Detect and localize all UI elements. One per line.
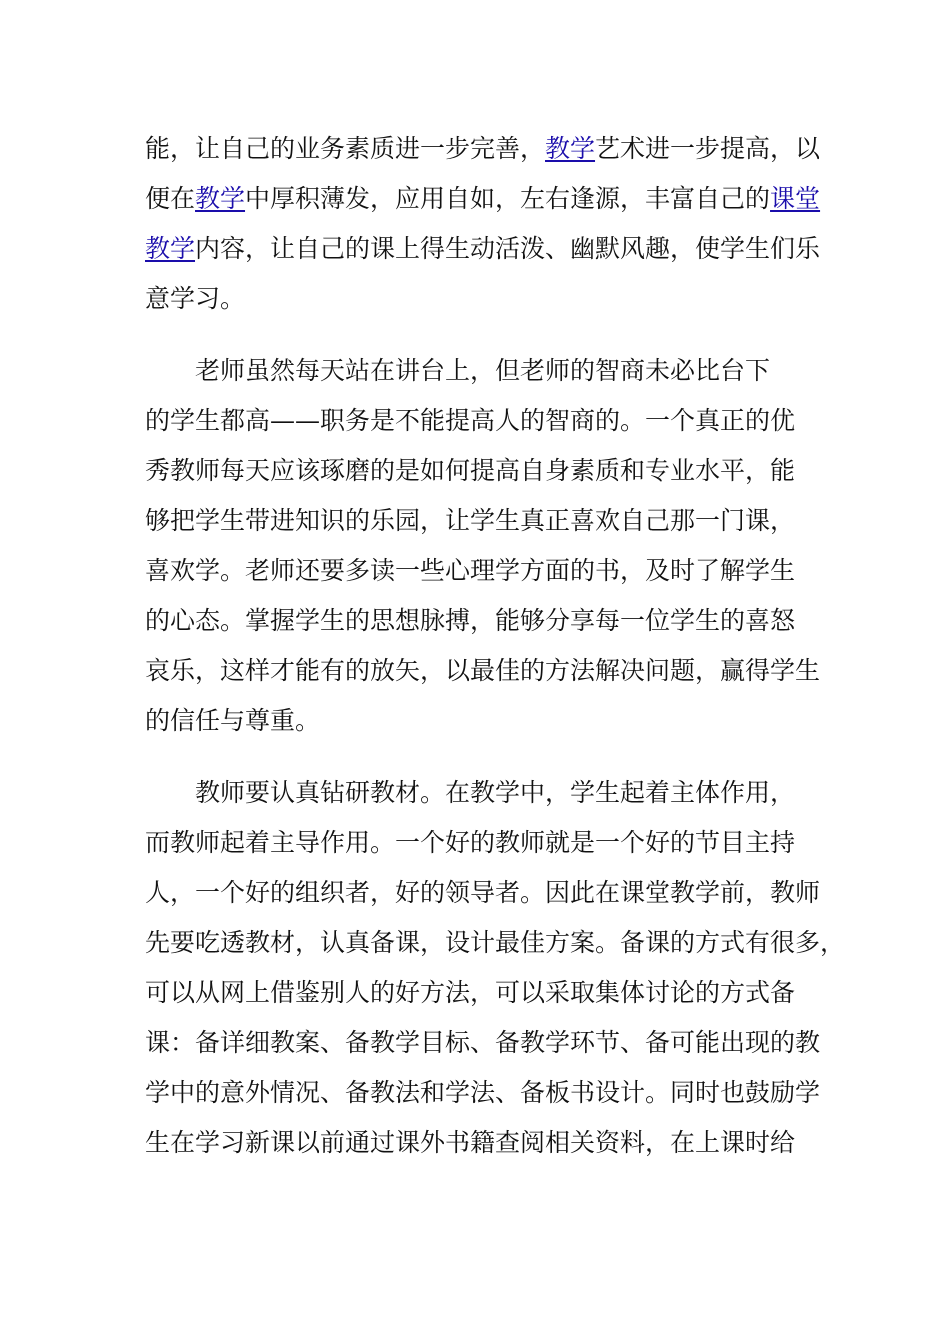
paragraph-3-line: 可以从网上借鉴别人的好方法，可以采取集体讨论的方式备 bbox=[145, 978, 796, 1007]
paragraph-3-line: 生在学习新课以前通过课外书籍查阅相关资料，在上课时给 bbox=[145, 1128, 796, 1157]
paragraph-2-line: 的心态。掌握学生的思想脉搏，能够分享每一位学生的喜怒 bbox=[145, 606, 796, 635]
paragraph-3 bbox=[145, 768, 846, 1168]
paragraph-3-line: 课：备详细教案、备教学目标、备教学环节、备可能出现的教 bbox=[145, 1028, 821, 1057]
document-body bbox=[145, 124, 846, 1168]
paragraph-2-line: 的学生都高——职务是不能提高人的智商的。一个真正的优 bbox=[145, 406, 796, 435]
paragraph-2-line: 够把学生带进知识的乐园，让学生真正喜欢自己那一门课， bbox=[145, 506, 796, 535]
paragraph-3-line: 人，一个好的组织者，好的领导者。因此在课堂教学前，教师 bbox=[145, 878, 821, 907]
text-run: 内容，让自己的课上得生动活泼、幽默风趣，使学生们乐 bbox=[195, 234, 821, 263]
paragraph-3-line: 学中的意外情况、备教法和学法、备板书设计。同时也鼓励学 bbox=[145, 1078, 821, 1107]
text-run: 中厚积薄发，应用自如，左右逢源，丰富自己的 bbox=[245, 184, 771, 213]
link-jiaoxue-1[interactable]: 教学 bbox=[545, 134, 596, 163]
link-ketang[interactable]: 课堂 bbox=[770, 184, 821, 213]
text-run: 艺术进一步提高，以 bbox=[595, 134, 821, 163]
paragraph-3-line: 而教师起着主导作用。一个好的教师就是一个好的节目主持 bbox=[145, 828, 796, 857]
paragraph-2 bbox=[145, 346, 821, 746]
paragraph-3-line: 教师要认真钻研教材。在教学中，学生起着主体作用， bbox=[145, 778, 796, 807]
paragraph-1-line-2 bbox=[145, 174, 821, 224]
paragraph-2-line: 的信任与尊重。 bbox=[145, 706, 321, 735]
paragraph-1-line-4: 意学习。 bbox=[145, 284, 246, 313]
paragraph-2-line: 秀教师每天应该琢磨的是如何提高自身素质和专业水平，能 bbox=[145, 456, 796, 485]
link-jiaoxue-2[interactable]: 教学 bbox=[195, 184, 246, 213]
text-run: 能，让自己的业务素质进一步完善， bbox=[145, 134, 546, 163]
paragraph-1-line-3 bbox=[145, 224, 821, 274]
paragraph-1-line-1 bbox=[145, 124, 821, 174]
paragraph-2-line: 老师虽然每天站在讲台上，但老师的智商未必比台下 bbox=[145, 356, 771, 385]
paragraph-3-line: 先要吃透教材，认真备课，设计最佳方案。备课的方式有很多， bbox=[145, 928, 846, 957]
paragraph-gap bbox=[145, 746, 813, 768]
paragraph-2-line: 喜欢学。老师还要多读一些心理学方面的书，及时了解学生 bbox=[145, 556, 796, 585]
paragraph-gap bbox=[145, 324, 813, 346]
paragraph-2-line: 哀乐，这样才能有的放矢，以最佳的方法解决问题，赢得学生 bbox=[145, 656, 821, 685]
text-run: 便在 bbox=[145, 184, 196, 213]
paragraph-1 bbox=[145, 124, 821, 324]
link-jiaoxue-3[interactable]: 教学 bbox=[145, 234, 196, 263]
